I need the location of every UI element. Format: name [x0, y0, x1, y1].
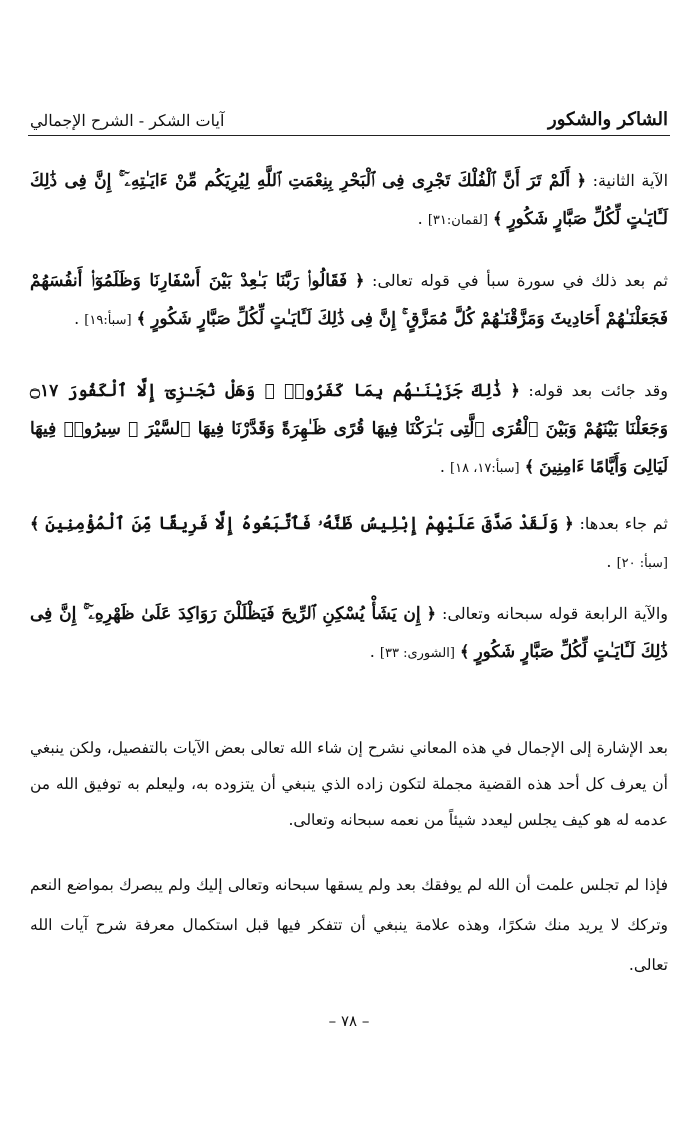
verse-open-bracket: ﴿ — [564, 514, 574, 533]
verse-tail: . — [439, 457, 445, 476]
verse-paragraph-5 — [30, 595, 668, 673]
verse-tail: . — [417, 209, 423, 228]
verse-paragraph-1 — [30, 162, 668, 240]
quran-verse: وَلَقَدْ صَدَّقَ عَلَيْهِمْ إِبْلِيسُ ظَنَّهُۥ فَٱتَّبَعُوهُ إِلَّا فَرِيقًا مِّنَ ٱلْمُؤْمِنِينَ — [45, 514, 559, 534]
page-number: – ٧٨ – — [328, 1012, 370, 1030]
verse-close-bracket: ﴾ — [460, 642, 470, 661]
body-paragraph-1: بعد الإشارة إلى الإجمال في هذه المعاني نشرح إن شاء الله تعالى بعض الآيات بالتفصيل، ولكن ينبغي أن يعرف كل أحد هذه القضية مجملة لتكون زاده الذي ينبغي أن يتزوده به، وليعلم به توفيق الله من عدمه له هو كيف يجلس ليعدد شيئاً من نعمه سبحانه وتعالى. — [30, 739, 668, 829]
verse-tail: . — [606, 552, 612, 571]
verse-paragraph-4 — [30, 505, 668, 583]
verse-reference: [سبأ:١٧، ١٨] — [450, 461, 520, 476]
verse-open-bracket: ﴿ — [576, 171, 586, 190]
header-book-title: الشاكر والشكور — [548, 109, 668, 130]
verse-close-bracket: ﴾ — [524, 457, 535, 476]
verse-close-bracket: ﴾ — [136, 309, 147, 328]
verse-intro: ثم جاء بعدها: — [573, 514, 668, 533]
quran-verse: فَقَالُوا۟ رَبَّنَا بَـٰعِدْ بَيْنَ أَسْفَارِنَا وَظَلَمُوٓا۟ أَنفُسَهُمْ فَجَعَلْنَـٰهُمْ أَحَادِيثَ وَمَزَّقْنَـٰهُمْ كُلَّ مُمَزَّقٍ ۚ إِنَّ فِى ذَٰلِكَ لَـَٔايَـٰتٍ لِّكُلِّ صَبَّارٍ شَكُورٍ — [30, 271, 668, 329]
running-header — [30, 100, 668, 130]
quran-verse: إِن يَشَأْ يُسْكِنِ ٱلرِّيحَ فَيَظْلَلْنَ رَوَاكِدَ عَلَىٰ ظَهْرِهِۦٓ ۚ إِنَّ فِى ذَٰلِكَ لَـَٔايَـٰتٍ لِّكُلِّ صَبَّارٍ شَكُورٍ — [30, 604, 668, 662]
verse-intro: وقد جائت بعد قوله: — [519, 381, 668, 400]
header-section-title: آيات الشكر - الشرح الإجمالي — [30, 111, 225, 130]
verse-reference: [سبأ:١٩] — [84, 313, 132, 328]
verse-reference: [الشورى: ٣٣] — [379, 646, 455, 661]
quran-verse: ذَٰلِكَ جَزَيْنَـٰهُم بِمَا كَفَرُوا۟ ۖ وَهَلْ نُجَـٰزِىٓ إِلَّا ٱلْكَفُورَ ۝١٧ وَجَعَلْنَا بَيْنَهُمْ وَبَيْنَ ٱلْقُرَى ٱلَّتِى بَـٰرَكْنَا فِيهَا قُرًى ظَـٰهِرَةً وَقَدَّرْنَا فِيهَا ٱلسَّيْرَ ۖ سِيرُوا۟ فِيهَا لَيَالِىَ وَأَيَّامًا ءَامِنِينَ — [30, 381, 668, 477]
verse-tail: . — [369, 642, 375, 661]
verse-intro: الآية الثانية: — [586, 171, 669, 190]
verse-open-bracket: ﴿ — [510, 381, 520, 400]
verse-open-bracket: ﴿ — [354, 271, 365, 290]
verse-reference: [سبأ: ٢٠] — [616, 556, 668, 571]
verse-intro: ثم بعد ذلك في سورة سبأ في قوله تعالى: — [364, 271, 668, 290]
verse-tail: . — [74, 309, 80, 328]
verse-paragraph-3 — [30, 372, 668, 488]
verse-close-bracket: ﴾ — [30, 514, 40, 533]
verse-open-bracket: ﴿ — [426, 604, 437, 623]
verse-reference: [لقمان:٣١] — [427, 213, 488, 228]
quran-verse: أَلَمْ تَرَ أَنَّ ٱلْفُلْكَ تَجْرِى فِى ٱلْبَحْرِ بِنِعْمَتِ ٱللَّهِ لِيُرِيَكُم مِّنْ ءَايَـٰتِهِۦٓ ۚ إِنَّ فِى ذَٰلِكَ لَـَٔايَـٰتٍ لِّكُلِّ صَبَّارٍ شَكُورٍ — [30, 171, 668, 229]
header-divider — [28, 135, 670, 136]
body-paragraph-2: فإذا لم تجلس علمت أن الله لم يوفقك بعد ولم يسقها سبحانه وتعالى إليك ولم يبصرك بمواضع النعم وتركك لا يريد منك شكرًا، وهذه علامة ينبغي أن تتفكر فيها قبل استكمال معرفة شرح آيات الله تعالى. — [30, 876, 668, 974]
verse-close-bracket: ﴾ — [493, 209, 503, 228]
verse-intro: والآية الرابعة قوله سبحانه وتعالى: — [436, 604, 669, 623]
verse-paragraph-2 — [30, 262, 668, 340]
